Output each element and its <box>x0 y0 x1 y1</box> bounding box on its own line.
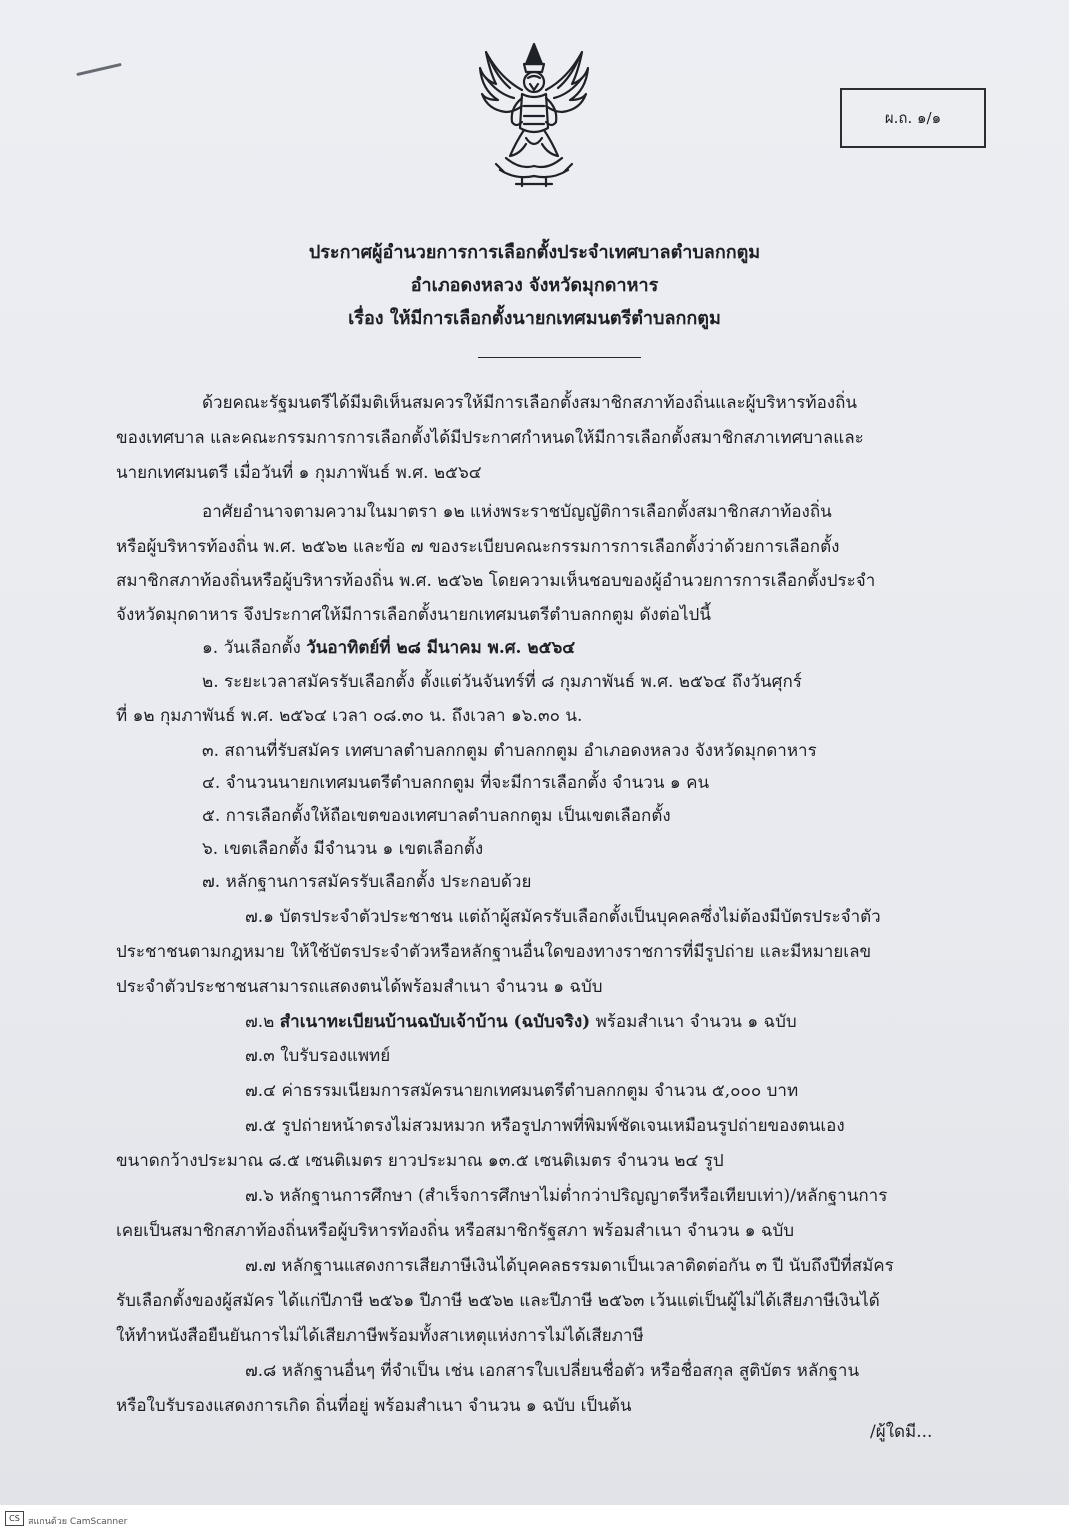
paragraph-line: ประชาชนตามกฎหมาย ให้ใช้บัตรประจำตัวหรือหลักฐานอื่นใดของทางราชการที่มีรูปถ่าย และมีหมายเลข <box>116 942 872 962</box>
paragraph-line: เคยเป็นสมาชิกสภาท้องถิ่นหรือผู้บริหารท้องถิ่น หรือสมาชิกรัฐสภา พร้อมสำเนา จำนวน ๑ ฉบับ <box>116 1221 795 1241</box>
item-number: ๗.๒ <box>245 1012 280 1032</box>
item-7-2 <box>245 1011 797 1033</box>
paragraph-line: ให้ทำหนังสือยืนยันการไม่ได้เสียภาษีพร้อมทั้งสาเหตุแห่งการไม่ได้เสียภาษี <box>116 1326 644 1346</box>
paragraph-line: นายกเทศมนตรี เมื่อวันที่ ๑ กุมภาพันธ์ พ.ศ. ๒๕๖๔ <box>116 463 482 483</box>
item-election-date <box>202 637 575 659</box>
item-7-4: ๗.๔ ค่าธรรมเนียมการสมัครนายกเทศมนตรีตำบลกกตูม จำนวน ๕,๐๐๐ บาท <box>245 1081 799 1101</box>
item-text: พร้อมสำเนา จำนวน ๑ ฉบับ <box>590 1012 797 1032</box>
paragraph-line: ประจำตัวประชาชนสามารถแสดงตนได้พร้อมสำเนา จำนวน ๑ ฉบับ <box>116 977 603 997</box>
form-code: ผ.ถ. ๑/๑ <box>884 109 942 127</box>
item-7-3: ๗.๓ ใบรับรองแพทย์ <box>245 1046 391 1066</box>
paragraph-line: รับเลือกตั้งของผู้สมัคร ได้แก่ปีภาษี ๒๕๖๑ ปีภาษี ๒๕๖๒ และปีภาษี ๒๕๖๓ เว้นแต่เป็นผู้ไม่ได้เสียภาษีเงินได้ <box>116 1291 880 1311</box>
paragraph-line: หรือผู้บริหารท้องถิ่น พ.ศ. ๒๕๖๒ และข้อ ๗ ของระเบียบคณะกรรมการการเลือกตั้งว่าด้วยการเลือกตั้ง <box>116 537 840 557</box>
scanner-footer <box>0 1505 1069 1531</box>
item-7-5: ๗.๕ รูปถ่ายหน้าตรงไม่สวมหมวก หรือรูปภาพที่พิมพ์ชัดเจนเหมือนรูปถ่ายของตนเอง <box>245 1116 845 1136</box>
election-date: วันอาทิตย์ที่ ๒๘ มีนาคม พ.ศ. ๒๕๖๔ <box>306 638 576 658</box>
pen-mark <box>76 63 121 76</box>
announcement-title: ประกาศผู้อำนวยการการเลือกตั้งประจำเทศบาลตำบลกกตูม <box>308 242 761 263</box>
garuda-emblem <box>476 38 592 188</box>
item-7-8: ๗.๘ หลักฐานอื่นๆ ที่จำเป็น เช่น เอกสารใบเปลี่ยนชื่อตัว หรือชื่อสกุล สูติบัตร หลักฐาน <box>245 1361 860 1381</box>
house-registration: สำเนาทะเบียนบ้านฉบับเจ้าบ้าน (ฉบับจริง) <box>279 1012 591 1032</box>
paragraph-line: ขนาดกว้างประมาณ ๘.๕ เซนติเมตร ยาวประมาณ ๑๓.๕ เซนติเมตร จำนวน ๒๔ รูป <box>116 1151 724 1171</box>
paragraph-line: สมาชิกสภาท้องถิ่นหรือผู้บริหารท้องถิ่น พ.ศ. ๒๕๖๒ โดยความเห็นชอบของผู้อำนวยการการเลือกตั้งประจำ <box>116 571 876 591</box>
camscanner-logo-icon: CS <box>5 1511 24 1526</box>
paragraph-line: ที่ ๑๒ กุมภาพันธ์ พ.ศ. ๒๕๖๔ เวลา ๐๘.๓๐ น. ถึงเวลา ๑๖.๓๐ น. <box>116 706 583 726</box>
paragraph-line: อาศัยอำนาจตามความในมาตรา ๑๒ แห่งพระราชบัญญัติการเลือกตั้งสมาชิกสภาท้องถิ่น <box>202 502 832 522</box>
announcement-subject: เรื่อง ให้มีการเลือกตั้งนายกเทศมนตรีตำบลกกตูม <box>348 308 721 329</box>
announcement-district: อำเภอดงหลวง จังหวัดมุกดาหาร <box>410 275 659 296</box>
form-code-box <box>840 88 986 148</box>
item-7-6: ๗.๖ หลักฐานการศึกษา (สำเร็จการศึกษาไม่ต่ำกว่าปริญญาตรีหรือเทียบเท่า)/หลักฐานการ <box>245 1186 888 1206</box>
item-7-1: ๗.๑ บัตรประจำตัวประชาชน แต่ถ้าผู้สมัครรับเลือกตั้งเป็นบุคคลซึ่งไม่ต้องมีบัตรประจำตัว <box>245 907 881 927</box>
item-mayor-count: ๔. จำนวนนายกเทศมนตรีตำบลกกตูม ที่จะมีการเลือกตั้ง จำนวน ๑ คน <box>202 773 710 793</box>
scanner-label: สแกนด้วย CamScanner <box>28 1517 128 1527</box>
item-evidence: ๗. หลักฐานการสมัครรับเลือกตั้ง ประกอบด้วย <box>202 872 532 892</box>
paragraph-line: หรือใบรับรองแสดงการเกิด ถิ่นที่อยู่ พร้อมสำเนา จำนวน ๑ ฉบับ เป็นต้น <box>116 1396 632 1416</box>
paragraph-line: ของเทศบาล และคณะกรรมการการเลือกตั้งได้มีประกาศกำหนดให้มีการเลือกตั้งสมาชิกสภาเทศบาลและ <box>116 428 864 448</box>
item-election-zone: ๕. การเลือกตั้งให้ถือเขตของเทศบาลตำบลกกตูม เป็นเขตเลือกตั้ง <box>202 806 671 826</box>
item-7-7: ๗.๗ หลักฐานแสดงการเสียภาษีเงินได้บุคคลธรรมดาเป็นเวลาติดต่อกัน ๓ ปี นับถึงปีที่สมัคร <box>245 1256 894 1276</box>
item-label: ๑. วันเลือกตั้ง <box>202 638 307 658</box>
divider-line <box>478 357 641 358</box>
item-zone-count: ๖. เขตเลือกตั้ง มีจำนวน ๑ เขตเลือกตั้ง <box>202 839 484 859</box>
paragraph-line: จังหวัดมุกดาหาร จึงประกาศให้มีการเลือกตั้งนายกเทศมนตรีตำบลกกตูม ดังต่อไปนี้ <box>116 605 711 625</box>
continuation-note: /ผู้ใดมี... <box>870 1422 933 1442</box>
paragraph-line: ด้วยคณะรัฐมนตรีได้มีมติเห็นสมควรให้มีการเลือกตั้งสมาชิกสภาท้องถิ่นและผู้บริหารท้องถิ่น <box>202 393 858 413</box>
item-application-period: ๒. ระยะเวลาสมัครรับเลือกตั้ง ตั้งแต่วันจันทร์ที่ ๘ กุมภาพันธ์ พ.ศ. ๒๕๖๔ ถึงวันศุกร์ <box>202 672 802 692</box>
item-application-place: ๓. สถานที่รับสมัคร เทศบาลตำบลกกตูม ตำบลกกตูม อำเภอดงหลวง จังหวัดมุกดาหาร <box>202 741 817 761</box>
